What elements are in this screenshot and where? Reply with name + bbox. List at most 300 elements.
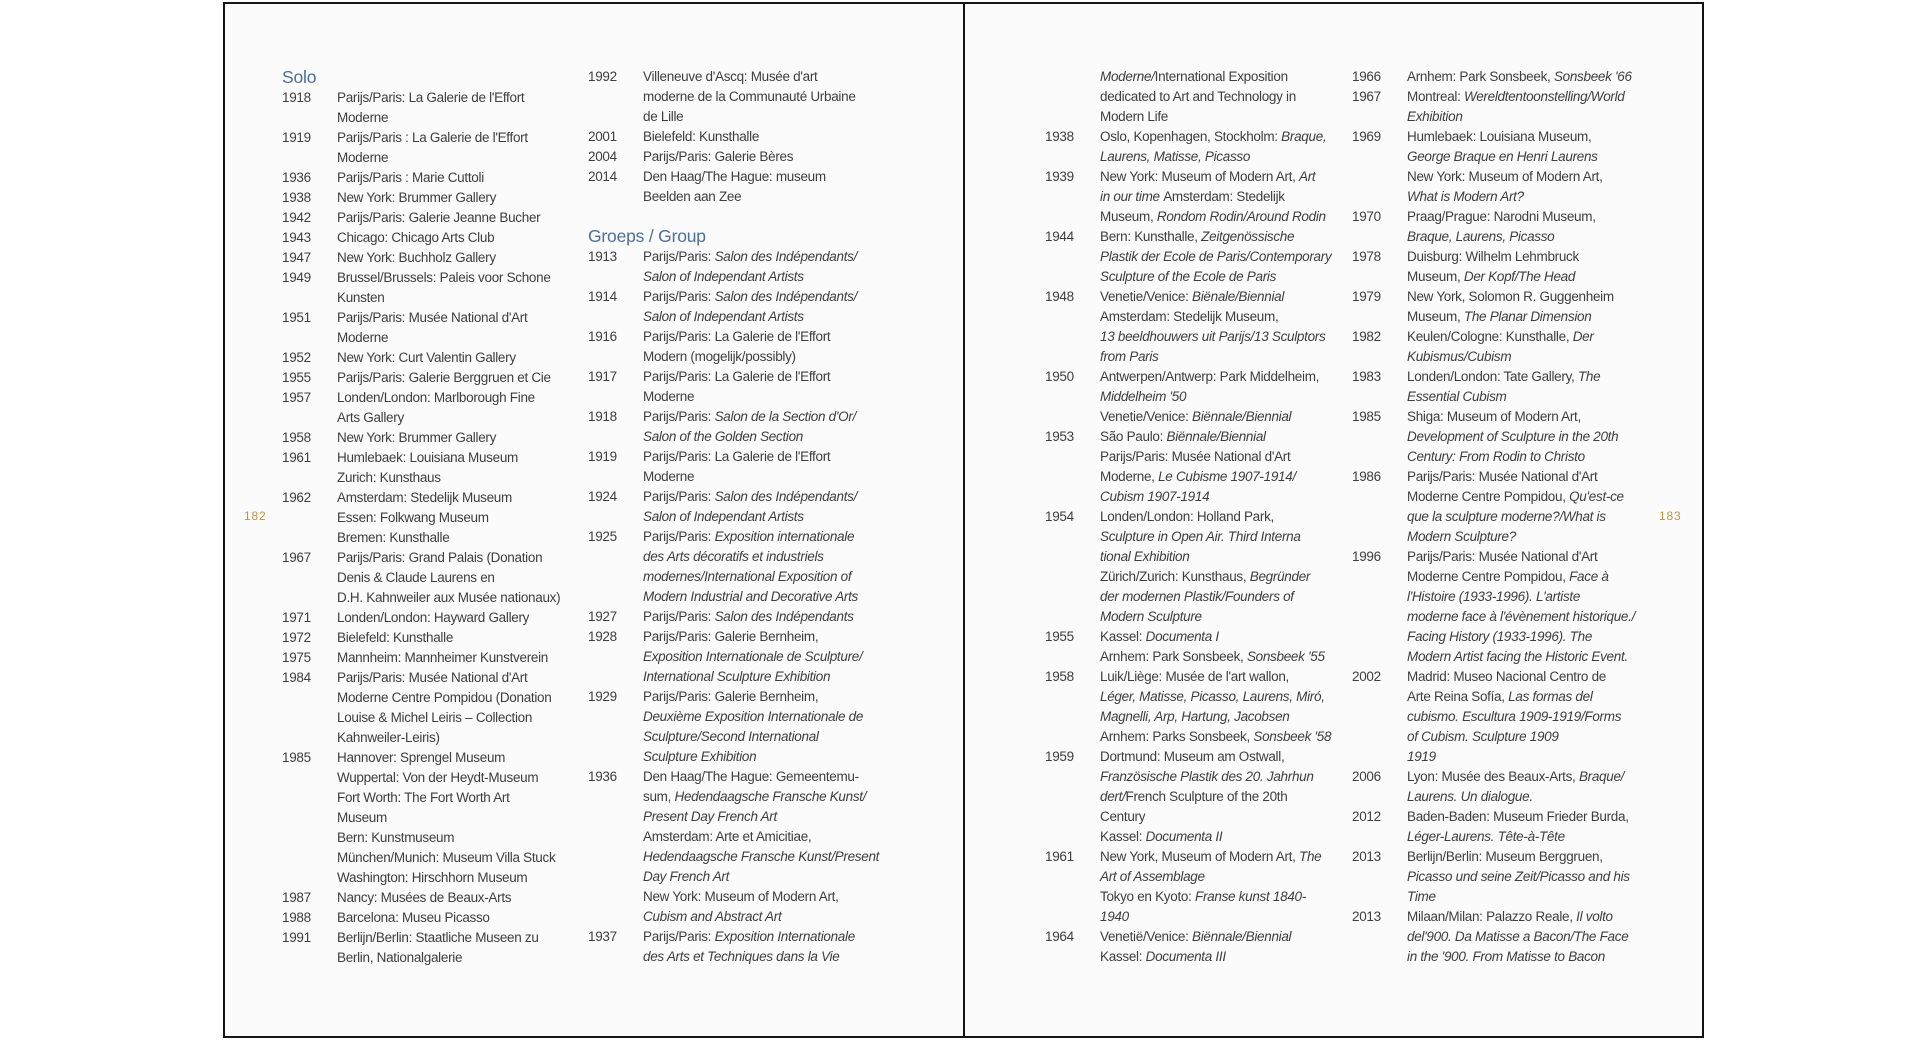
entry-line: Modern Industrial and Decorative Arts — [643, 589, 859, 604]
entry-line: Sculpture in Open Air. Third Interna — [1100, 529, 1301, 544]
entry-lines — [1407, 667, 1621, 767]
entry-line: Century: From Rodin to Christo — [1407, 449, 1585, 464]
entry-line: Parijs/Paris: Salon des Indépendants/ — [643, 249, 858, 264]
entry-lines — [337, 488, 512, 548]
entry-line: Barcelona: Museu Picasso — [337, 910, 490, 925]
right-page-column-1 — [1045, 67, 1331, 967]
entry-line: Madrid: Museo Nacional Centro de — [1407, 669, 1607, 684]
entry-line: Parijs/Paris: La Galerie de l'Effort — [643, 329, 831, 344]
entry-lines — [337, 428, 496, 448]
entry-lines — [337, 368, 551, 388]
entry-year: 1917 — [588, 369, 617, 384]
entry-line: Berlin, Nationalgalerie — [337, 950, 463, 965]
entry-line: Luik/Liège: Musée de l'art wallon, — [1100, 669, 1289, 684]
entry-line: New York: Buchholz Gallery — [337, 250, 496, 265]
entry-line: der modernen Plastik/Founders of — [1100, 589, 1294, 604]
entry-line: Praag/Prague: Narodni Museum, — [1407, 209, 1596, 224]
entry-line: Salon of Independant Artists — [643, 509, 804, 524]
entry-line: Nancy: Musées de Beaux-Arts — [337, 890, 512, 905]
entry-line: D.H. Kahnweiler aux Musée nationaux) — [337, 590, 561, 605]
entry-line: Beelden aan Zee — [643, 189, 742, 204]
entry-line: Keulen/Cologne: Kunsthalle, Der — [1407, 329, 1594, 344]
entry-year: 1919 — [282, 130, 311, 145]
entry-line: What is Modern Art? — [1407, 189, 1524, 204]
entry-line: Essential Cubism — [1407, 389, 1507, 404]
entry-year: 1991 — [282, 930, 311, 945]
entry-line: Facing History (1933-1996). The — [1407, 629, 1593, 644]
exhibition-entry — [282, 268, 560, 308]
entry-lines — [337, 268, 551, 308]
entry-year: 1969 — [1352, 129, 1381, 144]
entry-line: Arnhem: Park Sonsbeek, Sonsbeek '66 — [1407, 69, 1632, 84]
entry-year: 1936 — [282, 170, 311, 185]
entry-year: 1928 — [588, 629, 617, 644]
entry-line: International Sculpture Exhibition — [643, 669, 831, 684]
exhibition-entry — [282, 188, 560, 208]
solo-entries-continued-list — [588, 67, 879, 207]
entry-lines — [643, 247, 857, 287]
entry-line: Washington: Hirschhorn Museum — [337, 870, 528, 885]
entry-lines — [1100, 747, 1314, 847]
entry-line: Deuxième Exposition Internationale de — [643, 709, 864, 724]
entry-line: des Arts décoratifs et industriels — [643, 549, 824, 564]
entry-line: Oslo, Kopenhagen, Stockholm: Braque, — [1100, 129, 1327, 144]
entry-line: Arts Gallery — [337, 410, 404, 425]
exhibition-entry — [1045, 847, 1331, 927]
entry-line: tional Exhibition — [1100, 549, 1190, 564]
entry-line: Dortmund: Museum am Ostwall, — [1100, 749, 1285, 764]
entry-year: 1955 — [282, 370, 311, 385]
exhibition-entry — [282, 448, 560, 488]
entry-line: Bern: Kunstmuseum — [337, 830, 455, 845]
entry-line: Parijs/Paris: Exposition internationale — [643, 529, 855, 544]
entry-year: 1992 — [588, 69, 617, 84]
entry-line: Essen: Folkwang Museum — [337, 510, 489, 525]
entry-lines — [337, 248, 496, 268]
group-entries-continued-list-2 — [1352, 67, 1635, 967]
entry-line: Parijs/Paris: Musée National d'Art — [1407, 549, 1598, 564]
entry-line: del'900. Da Matisse a Bacon/The Face — [1407, 929, 1629, 944]
entry-line: Venetie/Venice: Biënnale/Biennial — [1100, 409, 1292, 424]
exhibition-entry — [588, 487, 879, 527]
entry-line: Zürich/Zurich: Kunsthaus, Begründer — [1100, 569, 1311, 584]
solo-entries-list — [282, 88, 560, 968]
entry-line: Museum, The Planar Dimension — [1407, 309, 1592, 324]
entry-year: 1919 — [588, 449, 617, 464]
entry-lines — [643, 767, 879, 927]
entry-lines — [337, 628, 453, 648]
entry-year: 1979 — [1352, 289, 1381, 304]
exhibition-entry — [1045, 427, 1331, 507]
exhibition-entry — [1352, 407, 1635, 467]
exhibition-entry — [282, 628, 560, 648]
entry-lines — [337, 228, 494, 248]
entry-lines — [643, 487, 857, 527]
exhibition-entry — [1045, 67, 1331, 127]
entry-year: 1958 — [1045, 669, 1074, 684]
entry-year: 1983 — [1352, 369, 1381, 384]
entry-line: Parijs/Paris: Galerie Berggruen et Cie — [337, 370, 551, 385]
entry-year: 2014 — [588, 169, 617, 184]
entry-line: Moderne — [643, 469, 695, 484]
entry-line: Moderne — [337, 110, 389, 125]
exhibition-entry — [282, 428, 560, 448]
entry-lines — [643, 327, 830, 367]
exhibition-entry — [1352, 67, 1635, 87]
entry-lines — [337, 748, 555, 888]
entry-line: Bielefeld: Kunsthalle — [643, 129, 760, 144]
entry-line: from Paris — [1100, 349, 1159, 364]
entry-line: dert/French Sculpture of the 20th — [1100, 789, 1288, 804]
entry-line: Brussel/Brussels: Paleis voor Schone — [337, 270, 551, 285]
entry-lines — [337, 188, 496, 208]
exhibition-entry — [1045, 167, 1331, 227]
entry-lines — [643, 527, 858, 607]
exhibition-entry — [282, 648, 560, 668]
entry-line: 13 beeldhouwers uit Parijs/13 Sculptors — [1100, 329, 1326, 344]
exhibition-entry — [588, 407, 879, 447]
entry-line: Parijs/Paris : La Galerie de l'Effort — [337, 130, 528, 145]
entry-line: Den Haag/The Hague: museum — [643, 169, 826, 184]
entry-lines — [1100, 427, 1296, 507]
entry-year: 1972 — [282, 630, 311, 645]
entry-year: 1952 — [282, 350, 311, 365]
entry-line: München/Munich: Museum Villa Stuck — [337, 850, 556, 865]
exhibition-entry — [1045, 227, 1331, 287]
entry-line: Moderne — [337, 150, 389, 165]
entry-line: Salon of Independant Artists — [643, 309, 804, 324]
entry-year: 1957 — [282, 390, 311, 405]
entry-line: Kassel: Documenta III — [1100, 949, 1226, 964]
entry-line: Bern: Kunsthalle, Zeitgenössische — [1100, 229, 1295, 244]
exhibition-entry — [588, 607, 879, 627]
entry-year: 2006 — [1352, 769, 1381, 784]
entry-line: Den Haag/The Hague: Gemeentemu- — [643, 769, 859, 784]
entry-line: Parijs/Paris: La Galerie de l'Effort — [643, 369, 831, 384]
entry-line: que la sculpture moderne?/What is — [1407, 509, 1606, 524]
entry-lines — [1100, 507, 1310, 627]
entry-line: cubismo. Escultura 1909-1919/Forms — [1407, 709, 1622, 724]
exhibition-entry — [588, 167, 879, 207]
entry-lines — [1100, 627, 1325, 667]
entry-year: 1954 — [1045, 509, 1074, 524]
entry-lines — [643, 687, 863, 767]
entry-lines — [643, 167, 826, 207]
exhibition-entry — [1352, 287, 1635, 327]
group-entries-continued-list-1 — [1045, 67, 1331, 967]
entry-year: 1942 — [282, 210, 311, 225]
entry-year: 1937 — [588, 929, 617, 944]
entry-year: 1939 — [1045, 169, 1074, 184]
entry-line: Moderne, Le Cubisme 1907-1914/ — [1100, 469, 1296, 484]
entry-line: George Braque en Henri Laurens — [1407, 149, 1598, 164]
exhibition-entry — [588, 327, 879, 367]
entry-year: 1996 — [1352, 549, 1381, 564]
entry-lines — [643, 627, 862, 687]
entry-lines — [337, 448, 518, 488]
entry-line: Century — [1100, 809, 1146, 824]
exhibition-entry — [282, 348, 560, 368]
entry-year: 1955 — [1045, 629, 1074, 644]
entry-lines — [1407, 287, 1614, 327]
entry-year: 1986 — [1352, 469, 1381, 484]
entry-lines — [643, 407, 856, 447]
entry-lines — [1407, 907, 1628, 967]
entry-lines — [1407, 367, 1600, 407]
exhibition-entry — [588, 447, 879, 487]
entry-year: 2004 — [588, 149, 617, 164]
entry-year: 1918 — [588, 409, 617, 424]
page-number-left: 182 — [244, 509, 267, 523]
entry-line: Parijs/Paris: La Galerie de l'Effort — [337, 90, 525, 105]
entry-lines — [1100, 127, 1326, 167]
entry-line: Moderne — [337, 330, 389, 345]
entry-year: 1967 — [1352, 89, 1381, 104]
entry-lines — [337, 308, 527, 348]
entry-year: 1970 — [1352, 209, 1381, 224]
entry-line: Venetië/Venice: Biënnale/Biennial — [1100, 929, 1292, 944]
exhibition-entry — [588, 287, 879, 327]
exhibition-entry — [282, 668, 560, 748]
entry-line: Antwerpen/Antwerp: Park Middelheim, — [1100, 369, 1320, 384]
entry-lines — [337, 928, 539, 968]
entry-line: Laurens, Matisse, Picasso — [1100, 149, 1251, 164]
entry-line: Parijs/Paris: Salon des Indépendants/ — [643, 489, 858, 504]
entry-year: 1951 — [282, 310, 311, 325]
entry-line: Lyon: Musée des Beaux-Arts, Braque/ — [1407, 769, 1625, 784]
exhibition-entry — [1352, 327, 1635, 367]
entry-line: Parijs/Paris: Salon des Indépendants — [643, 609, 854, 624]
entry-line: 1919 — [1407, 749, 1436, 764]
entry-lines — [1100, 847, 1321, 927]
entry-year: 1988 — [282, 910, 311, 925]
entry-lines — [1100, 227, 1331, 287]
entry-lines — [643, 927, 855, 967]
entry-lines — [1407, 67, 1632, 87]
entry-line: Londen/London: Marlborough Fine — [337, 390, 535, 405]
entry-lines — [1407, 847, 1630, 907]
entry-year: 1929 — [588, 689, 617, 704]
entry-line: Mannheim: Mannheimer Kunstverein — [337, 650, 549, 665]
group-entries-list — [588, 247, 879, 967]
exhibition-entry — [588, 247, 879, 287]
entry-line: Museum, Der Kopf/The Head — [1407, 269, 1576, 284]
entry-line: Humlebaek: Louisiana Museum — [337, 450, 518, 465]
entry-line: Parijs/Paris: Salon des Indépendants/ — [643, 289, 858, 304]
entry-line: Moderne/International Exposition — [1100, 69, 1288, 84]
entry-line: Venetie/Venice: Biënale/Biennial — [1100, 289, 1285, 304]
entry-lines — [1407, 87, 1625, 127]
entry-lines — [1407, 327, 1594, 367]
entry-lines — [1407, 247, 1579, 287]
entry-lines — [643, 147, 793, 167]
exhibition-entry — [282, 548, 560, 608]
exhibition-entry — [282, 88, 560, 128]
entry-line: Kassel: Documenta II — [1100, 829, 1223, 844]
entry-line: New York: Brummer Gallery — [337, 430, 497, 445]
entry-year: 1971 — [282, 610, 311, 625]
exhibition-entry — [1352, 127, 1635, 207]
solo-heading: Solo — [282, 67, 317, 87]
entry-line: Arte Reina Sofía, Las formas del — [1407, 689, 1593, 704]
entry-year: 1964 — [1045, 929, 1074, 944]
exhibition-entry — [282, 228, 560, 248]
entry-lines — [337, 888, 511, 908]
entry-lines — [1407, 127, 1603, 207]
entry-line: Modern Sculpture? — [1407, 529, 1516, 544]
entry-line: Baden-Baden: Museum Frieder Burda, — [1407, 809, 1629, 824]
entry-line: Magnelli, Arp, Hartung, Jacobsen — [1100, 709, 1290, 724]
entry-line: modernes/International Exposition of — [643, 569, 852, 584]
entry-line: Parijs/Paris: Galerie Jeanne Bucher — [337, 210, 541, 225]
entry-line: Louise & Michel Leiris – Collection — [337, 710, 533, 725]
entry-line: Duisburg: Wilhelm Lehmbruck — [1407, 249, 1579, 264]
entry-lines — [1100, 287, 1325, 367]
entry-line: Sculpture Exhibition — [643, 749, 757, 764]
entry-year: 1953 — [1045, 429, 1074, 444]
entry-year: 1914 — [588, 289, 617, 304]
exhibition-entry — [588, 527, 879, 607]
exhibition-entry — [588, 127, 879, 147]
entry-line: Parijs/Paris: Musée National d'Art — [337, 670, 528, 685]
entry-year: 1947 — [282, 250, 311, 265]
entry-lines — [1407, 207, 1596, 247]
entry-lines — [337, 608, 529, 628]
entry-line: Kunsten — [337, 290, 385, 305]
exhibition-entry — [1045, 507, 1331, 627]
entry-lines — [1407, 807, 1629, 847]
exhibition-entry — [588, 367, 879, 407]
exhibition-entry — [282, 168, 560, 188]
group-heading: Groeps / Group — [588, 226, 706, 246]
exhibition-entry — [1045, 747, 1331, 847]
entry-line: Milaan/Milan: Palazzo Reale, Il volto — [1407, 909, 1613, 924]
entry-line: Cubism and Abstract Art — [643, 909, 782, 924]
entry-line: of Cubism. Sculpture 1909 — [1407, 729, 1559, 744]
entry-line: Humlebaek: Louisiana Museum, — [1407, 129, 1592, 144]
entry-line: in our time Amsterdam: Stedelijk — [1100, 189, 1285, 204]
entry-line: Bremen: Kunsthalle — [337, 530, 450, 545]
entry-line: Hannover: Sprengel Museum — [337, 750, 506, 765]
entry-line: Salon of Independant Artists — [643, 269, 804, 284]
entry-lines — [1407, 547, 1635, 667]
exhibition-entry — [1352, 247, 1635, 287]
entry-line: Middelheim '50 — [1100, 389, 1187, 404]
exhibition-entry — [1352, 207, 1635, 247]
left-page-column-2 — [588, 67, 879, 967]
entry-line: New York, Solomon R. Guggenheim — [1407, 289, 1614, 304]
entry-year: 1984 — [282, 670, 311, 685]
entry-line: Sculpture/Second International — [643, 729, 819, 744]
entry-year: 1948 — [1045, 289, 1074, 304]
entry-lines — [337, 648, 548, 668]
entry-year: 1936 — [588, 769, 617, 784]
entry-line: Salon of the Golden Section — [643, 429, 804, 444]
entry-line: Modern (mogelijk/possibly) — [643, 349, 796, 364]
entry-year: 1975 — [282, 650, 311, 665]
entry-line: New York: Museum of Modern Art, Art — [1100, 169, 1316, 184]
entry-line: Montreal: Wereldtentoonstelling/World — [1407, 89, 1625, 104]
entry-line: Kahnweiler-Leiris) — [337, 730, 440, 745]
exhibition-entry — [282, 488, 560, 548]
exhibition-entry — [1352, 467, 1635, 547]
entry-year: 1918 — [282, 90, 311, 105]
entry-lines — [1407, 767, 1624, 807]
entry-year: 1966 — [1352, 69, 1381, 84]
entry-lines — [337, 548, 560, 608]
entry-lines — [337, 168, 484, 188]
entry-line: des Arts et Techniques dans la Vie — [643, 949, 840, 964]
entry-year: 1938 — [282, 190, 311, 205]
entry-lines — [643, 447, 830, 487]
entry-line: Kassel: Documenta I — [1100, 629, 1219, 644]
entry-year: 1985 — [1352, 409, 1381, 424]
entry-line: Wuppertal: Von der Heydt-Museum — [337, 770, 539, 785]
entry-line: Londen/London: Tate Gallery, The — [1407, 369, 1601, 384]
entry-line: Parijs/Paris: Musée National d'Art — [1407, 469, 1598, 484]
entry-line: Parijs/Paris: Exposition Internationale — [643, 929, 855, 944]
entry-line: Laurens. Un dialogue. — [1407, 789, 1533, 804]
exhibition-entry — [282, 248, 560, 268]
entry-year: 1924 — [588, 489, 617, 504]
exhibition-entry — [1045, 927, 1331, 967]
entry-year: 2013 — [1352, 909, 1381, 924]
entry-year: 2012 — [1352, 809, 1381, 824]
entry-year: 1987 — [282, 890, 311, 905]
entry-lines — [643, 67, 856, 127]
entry-line: New York: Museum of Modern Art, — [1407, 169, 1603, 184]
entry-line: Moderne Centre Pompidou (Donation — [337, 690, 552, 705]
entry-year: 1949 — [282, 270, 311, 285]
entry-line: Amsterdam: Stedelijk Museum — [337, 490, 512, 505]
entry-line: in the '900. From Matisse to Bacon — [1407, 949, 1605, 964]
entry-lines — [337, 388, 535, 428]
entry-lines — [1100, 167, 1326, 227]
entry-line: New York: Brummer Gallery — [337, 190, 497, 205]
entry-line: Modern Artist facing the Historic Event. — [1407, 649, 1628, 664]
entry-line: Parijs/Paris: La Galerie de l'Effort — [643, 449, 831, 464]
exhibition-entry — [1045, 367, 1331, 427]
entry-line: Day French Art — [643, 869, 730, 884]
exhibition-entry — [282, 888, 560, 908]
entry-line: Development of Sculpture in the 20th — [1407, 429, 1619, 444]
page-left — [225, 4, 963, 1036]
entry-line: Arnhem: Park Sonsbeek, Sonsbeek '55 — [1100, 649, 1325, 664]
entry-line: moderne de la Communauté Urbaine — [643, 89, 856, 104]
exhibition-entry — [588, 927, 879, 967]
exhibition-entry — [1352, 767, 1635, 807]
entry-lines — [337, 208, 540, 228]
entry-line: New York, Museum of Modern Art, The — [1100, 849, 1322, 864]
entry-line: Modern Life — [1100, 109, 1168, 124]
entry-lines — [643, 127, 759, 147]
entry-line: Villeneuve d'Ascq: Musée d'art — [643, 69, 818, 84]
entry-line: Französische Plastik des 20. Jahrhun — [1100, 769, 1314, 784]
exhibition-entry — [1352, 907, 1635, 967]
exhibition-entry — [588, 67, 879, 127]
entry-line: Fort Worth: The Fort Worth Art — [337, 790, 510, 805]
entry-line: Exhibition — [1407, 109, 1463, 124]
entry-year: 1967 — [282, 550, 311, 565]
entry-line: Léger-Laurens. Tête-à-Tête — [1407, 829, 1565, 844]
entry-year: 1978 — [1352, 249, 1381, 264]
entry-year: 2002 — [1352, 669, 1381, 684]
exhibition-entry — [1352, 367, 1635, 407]
entry-lines — [643, 287, 857, 327]
entry-lines — [1100, 367, 1319, 427]
entry-year: 1959 — [1045, 749, 1074, 764]
entry-line: Plastik der Ecole de Paris/Contemporary — [1100, 249, 1332, 264]
